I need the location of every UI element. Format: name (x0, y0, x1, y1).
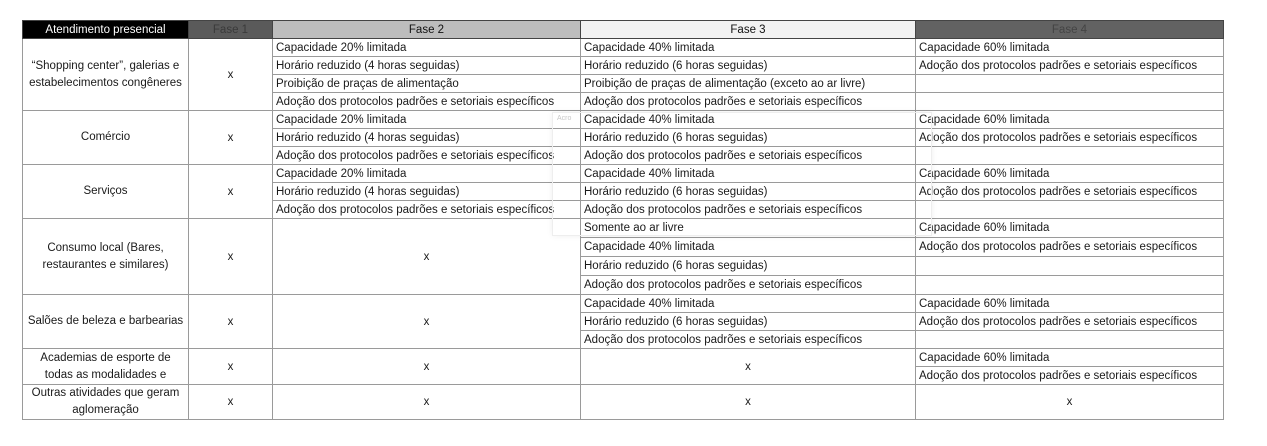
fase3-cell: x (581, 385, 916, 420)
fase2-cell: x (273, 219, 581, 295)
fase2-item: Horário reduzido (4 horas seguidas) (273, 57, 581, 75)
fase3-item: Proibição de praças de alimentação (exceto ao ar livre) (581, 75, 916, 93)
table-row (23, 295, 1224, 313)
fase4-item: Adoção dos protocolos padrões e setoriais específicos (916, 183, 1224, 201)
fase1-cell: x (189, 39, 273, 111)
fase3-cell: x (581, 349, 916, 385)
fase1-cell: x (189, 349, 273, 385)
fase2-item: Adoção dos protocolos padrões e setoriais específicos (273, 93, 581, 111)
category-cell: Academias de esporte de todas as modalidades e (23, 349, 189, 385)
fase1-cell: x (189, 111, 273, 165)
fase3-item: Horário reduzido (6 horas seguidas) (581, 183, 916, 201)
fase4-item: Capacidade 60% limitada (916, 349, 1224, 367)
fase3-item: Adoção dos protocolos padrões e setoriais específicos (581, 201, 916, 219)
fase3-item: Adoção dos protocolos padrões e setoriais específicos (581, 147, 916, 165)
fase2-cell: x (273, 385, 581, 420)
phase-table (22, 20, 1224, 420)
fase3-item: Horário reduzido (6 horas seguidas) (581, 257, 916, 276)
category-cell: Consumo local (Bares, restaurantes e similares) (23, 219, 189, 295)
fase3-item: Somente ao ar livre (581, 219, 916, 238)
category-cell: “Shopping center”, galerias e estabelecimentos congêneres (23, 39, 189, 111)
fase3-item: Horário reduzido (6 horas seguidas) (581, 57, 916, 75)
category-cell: Serviços (23, 165, 189, 219)
fase1-cell: x (189, 165, 273, 219)
fase4-item (916, 257, 1224, 276)
fase2-item: Proibição de praças de alimentação (273, 75, 581, 93)
fase2-item: Horário reduzido (4 horas seguidas) (273, 129, 581, 147)
category-cell: Salões de beleza e barbearias (23, 295, 189, 349)
header-fase-4: Fase 4 (916, 21, 1224, 39)
fase2-cell: x (273, 295, 581, 349)
fase4-item: Adoção dos protocolos padrões e setoriais específicos (916, 313, 1224, 331)
fase3-item: Horário reduzido (6 horas seguidas) (581, 313, 916, 331)
fase2-item: Capacidade 20% limitada (273, 165, 581, 183)
header-category: Atendimento presencial (23, 21, 189, 39)
fase4-item: Capacidade 60% limitada (916, 39, 1224, 57)
header-fase-3: Fase 3 (581, 21, 916, 39)
fase3-item: Adoção dos protocolos padrões e setoriais específicos (581, 276, 916, 295)
fase4-item: Adoção dos protocolos padrões e setoriais específicos (916, 57, 1224, 75)
fase1-cell: x (189, 295, 273, 349)
fase4-item (916, 147, 1224, 165)
fase4-item: Adoção dos protocolos padrões e setoriais específicos (916, 367, 1224, 385)
fase2-cell: x (273, 349, 581, 385)
fase4-item: Adoção dos protocolos padrões e setoriais específicos (916, 129, 1224, 147)
fase4-item (916, 276, 1224, 295)
fase4-item: Capacidade 60% limitada (916, 295, 1224, 313)
fase4-item: Capacidade 60% limitada (916, 219, 1224, 238)
fase4-item: Capacidade 60% limitada (916, 111, 1224, 129)
fase2-item: Capacidade 20% limitada (273, 111, 581, 129)
fase4-item (916, 201, 1224, 219)
fase2-item: Adoção dos protocolos padrões e setoriais específicos (273, 147, 581, 165)
fase4-item (916, 331, 1224, 349)
category-cell: Outras atividades que geram aglomeração (23, 385, 189, 420)
header-fase-2: Fase 2 (273, 21, 581, 39)
category-cell: Comércio (23, 111, 189, 165)
fase2-item: Adoção dos protocolos padrões e setoriais específicos (273, 201, 581, 219)
fase3-item: Capacidade 40% limitada (581, 238, 916, 257)
fase4-item: Capacidade 60% limitada (916, 165, 1224, 183)
table-row (23, 349, 1224, 367)
header-fase-1: Fase 1 (189, 21, 273, 39)
table-row (23, 219, 1224, 238)
table-row (23, 39, 1224, 57)
table-row (23, 111, 1224, 129)
table-row (23, 165, 1224, 183)
fase4-item (916, 93, 1224, 111)
fase3-item: Capacidade 40% limitada (581, 295, 916, 313)
ghost-overlay-label: Acro (557, 115, 572, 122)
fase4-item: Adoção dos protocolos padrões e setoriais específicos (916, 238, 1224, 257)
fase4-item (916, 75, 1224, 93)
fase1-cell: x (189, 219, 273, 295)
fase3-item: Capacidade 40% limitada (581, 39, 916, 57)
fase3-item: Horário reduzido (6 horas seguidas) (581, 129, 916, 147)
fase3-item: Capacidade 40% limitada (581, 111, 916, 129)
fase3-item: Capacidade 40% limitada (581, 165, 916, 183)
header-row (23, 21, 1224, 39)
fase2-item: Capacidade 20% limitada (273, 39, 581, 57)
fase3-item: Adoção dos protocolos padrões e setoriais específicos (581, 331, 916, 349)
fase3-item: Adoção dos protocolos padrões e setoriais específicos (581, 93, 916, 111)
fase1-cell: x (189, 385, 273, 420)
table-row (23, 385, 1224, 403)
fase2-item: Horário reduzido (4 horas seguidas) (273, 183, 581, 201)
fase4-cell: x (916, 385, 1224, 420)
